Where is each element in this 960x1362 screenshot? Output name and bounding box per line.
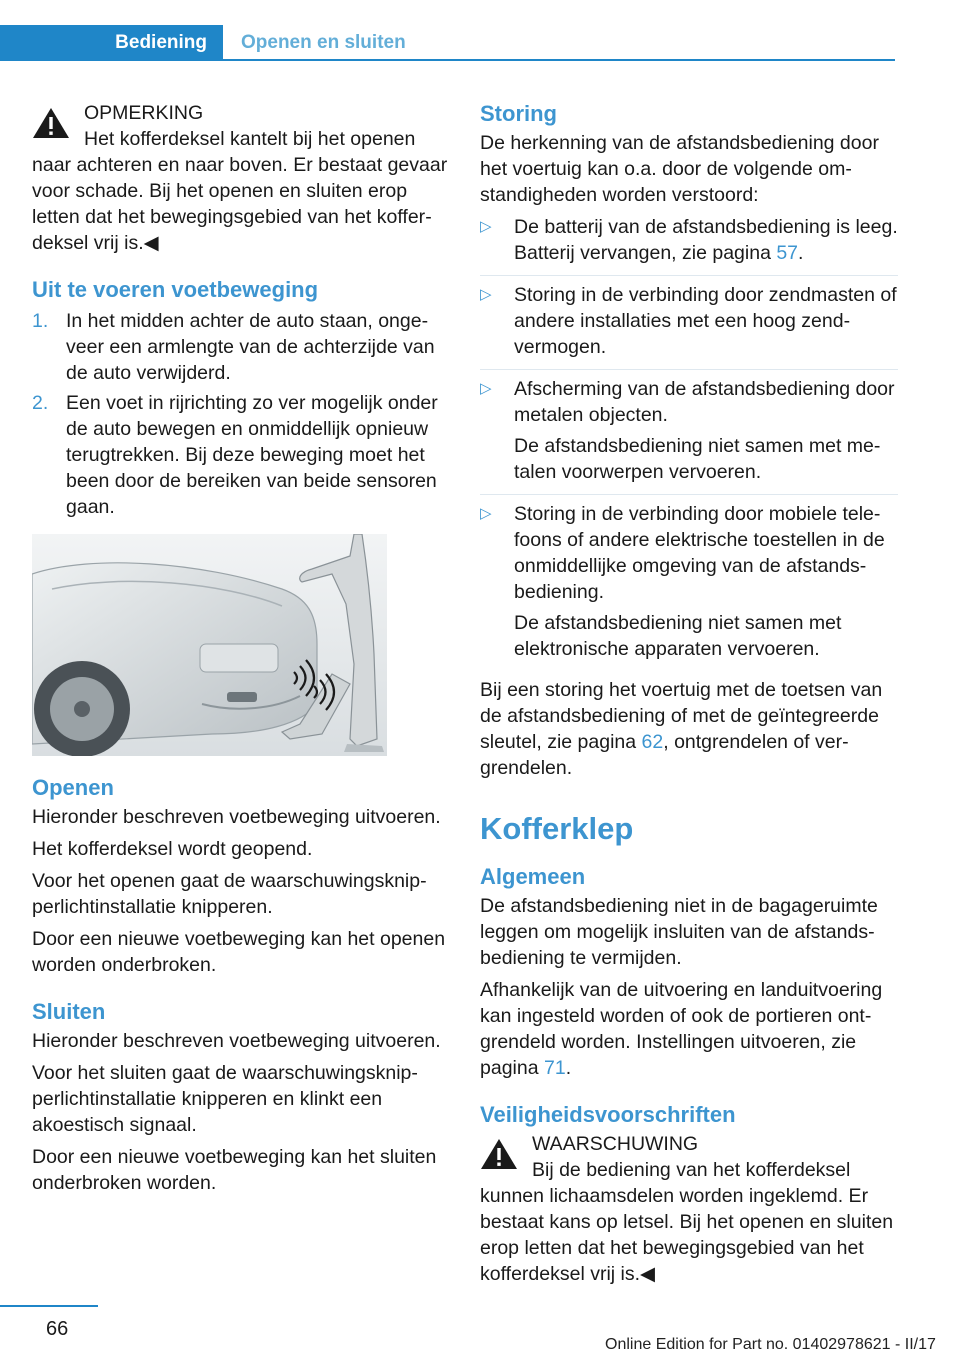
bullet-suffix: . <box>798 242 804 264</box>
heading-openen: Openen <box>32 775 114 800</box>
warning-text: Bij de bediening van het kofferdeksel kunnen lichaamsdelen worden ingeklemd. Er bestaat kans op letsel. Bij het openen en sluiten erop letten dat het bewegingsgebied van het kofferdeksel vrij is.◀ <box>480 1159 894 1285</box>
step-text: Een voet in rijrichting zo ver mogelijk onder de auto bewegen en onmiddellijk opnieuw terugtrekken. Bij deze beweging moet het been door de bereiken van beide sensoren gaan. <box>66 392 438 518</box>
triangle-bullet-icon: ▷ <box>480 380 492 397</box>
warning-title: WAARSCHUWING <box>532 1133 699 1155</box>
tab-underline <box>223 59 895 61</box>
close-para-2: Voor het sluiten gaat de waarschuwingsknipperlichtinstallatie knipperen en klinkt een akoestisch signaal. <box>32 1062 418 1136</box>
algemeen-para-2 <box>480 977 898 1081</box>
page-link-71[interactable]: 71 <box>543 1057 566 1079</box>
open-para-3: Voor het openen gaat de waarschuwingsknipperlichtinstallatie knipperen. <box>32 870 427 918</box>
heading-algemeen: Algemeen <box>480 864 586 889</box>
page-link-62[interactable]: 62 <box>641 731 664 753</box>
bullet-text <box>514 214 898 266</box>
triangle-bullet-icon: ▷ <box>480 505 492 522</box>
left-column <box>32 100 450 1202</box>
open-para-4: Door een nieuwe voetbeweging kan het openen worden onderbroken. <box>32 928 446 976</box>
tab-openen-label: Openen en sluiten <box>241 32 406 53</box>
list-item <box>32 390 450 520</box>
footer-rule <box>0 1305 98 1307</box>
bullet-text: Storing in de verbinding door mobiele telefoons of andere elektrische toestellen in de onmiddellijke omgeving van de afstandsbediening. <box>514 503 885 603</box>
notice-box <box>32 100 450 256</box>
warning-box <box>480 1131 898 1287</box>
notice-title: OPMERKING <box>84 102 204 124</box>
notice-text: Het kofferdeksel kantelt bij het openen naar achteren en naar boven. Er bestaat gevaar voor schade. Bij het openen en sluiten erop letten dat het bewegingsgebied van het kofferdeksel vrij is.◀ <box>32 128 448 254</box>
heading-sluiten: Sluiten <box>32 999 106 1024</box>
list-item <box>480 282 898 370</box>
open-para-2: Het kofferdeksel wordt geopend. <box>32 838 313 860</box>
algemeen-para-1: De afstandsbediening niet in de bagageruimte leggen om mogelijk insluiten van de afstandsbediening te vermijden. <box>480 895 878 969</box>
storing-after <box>480 677 898 781</box>
heading-kofferklep: Kofferklep <box>480 811 634 846</box>
bullet-line: De batterij van de afstandsbediening is leeg. Batterij vervangen, zie pagina <box>514 216 898 264</box>
triangle-bullet-icon: ▷ <box>480 286 492 303</box>
algemeen-para-2-suffix: . <box>565 1057 572 1079</box>
bullet-text: Afscherming van de afstandsbediening door metalen objecten. <box>514 378 895 426</box>
list-item <box>480 501 898 671</box>
list-item <box>32 308 450 386</box>
algemeen-para-2-text: Afhankelijk van de uitvoering en landuitvoering kan ingesteld worden of ook de portieren ontgrendeld worden. Instellingen uitvoeren, zie pagina <box>480 979 883 1079</box>
right-column <box>480 100 898 1293</box>
page-link-57[interactable]: 57 <box>776 242 799 264</box>
storing-after-suffix: , ontgrendelen of vergrendelen. <box>480 731 849 779</box>
tab-bediening[interactable] <box>0 25 223 61</box>
close-para-1: Hieronder beschreven voetbeweging uitvoeren. <box>32 1030 441 1052</box>
bullet-subtext: De afstandsbediening niet samen met metalen voorwerpen vervoeren. <box>514 435 881 483</box>
open-para-1: Hieronder beschreven voetbeweging uitvoeren. <box>32 806 441 828</box>
storing-after-text: Bij een storing het voertuig met de toetsen van de afstandsbediening of met de geïntegreerde sleutel, zie pagina <box>480 679 883 753</box>
illustration-foot-sensor <box>32 534 387 756</box>
tab-openen-en-sluiten[interactable] <box>223 25 406 61</box>
heading-storing: Storing <box>480 101 557 126</box>
warning-triangle-icon <box>32 106 70 140</box>
bullet-text: Storing in de verbinding door zendmasten of andere installaties met een hoog zendvermogen. <box>514 284 897 358</box>
bullet-subtext: De afstandsbediening niet samen met elektronische apparaten vervoeren. <box>514 612 842 660</box>
list-item <box>480 376 898 495</box>
step-number: 2. <box>32 392 49 414</box>
header-tabbar <box>0 25 895 61</box>
storing-bullets <box>480 214 898 671</box>
triangle-bullet-icon: ▷ <box>480 218 492 235</box>
heading-veiligheidsvoorschriften: Veiligheidsvoorschriften <box>480 1102 736 1127</box>
tab-bediening-label: Bediening <box>115 32 207 53</box>
section-heading-voetbeweging: Uit te voeren voetbeweging <box>32 277 319 302</box>
warning-triangle-icon <box>480 1137 518 1171</box>
edition-text: Online Edition for Part no. 01402978621 - II/17 <box>605 1336 936 1353</box>
step-text: In het midden achter de auto staan, ongeveer een armlengte van de achterzijde van de auto verwijderd. <box>66 310 435 384</box>
close-para-3: Door een nieuwe voetbeweging kan het sluiten onderbroken worden. <box>32 1146 437 1194</box>
page-number: 66 <box>46 1318 69 1340</box>
step-number: 1. <box>32 310 49 332</box>
list-item <box>480 214 898 276</box>
steps-list <box>32 308 450 520</box>
storing-intro: De herkenning van de afstandsbediening door het voertuig kan o.a. door de volgende omstandigheden worden verstoord: <box>480 132 879 206</box>
